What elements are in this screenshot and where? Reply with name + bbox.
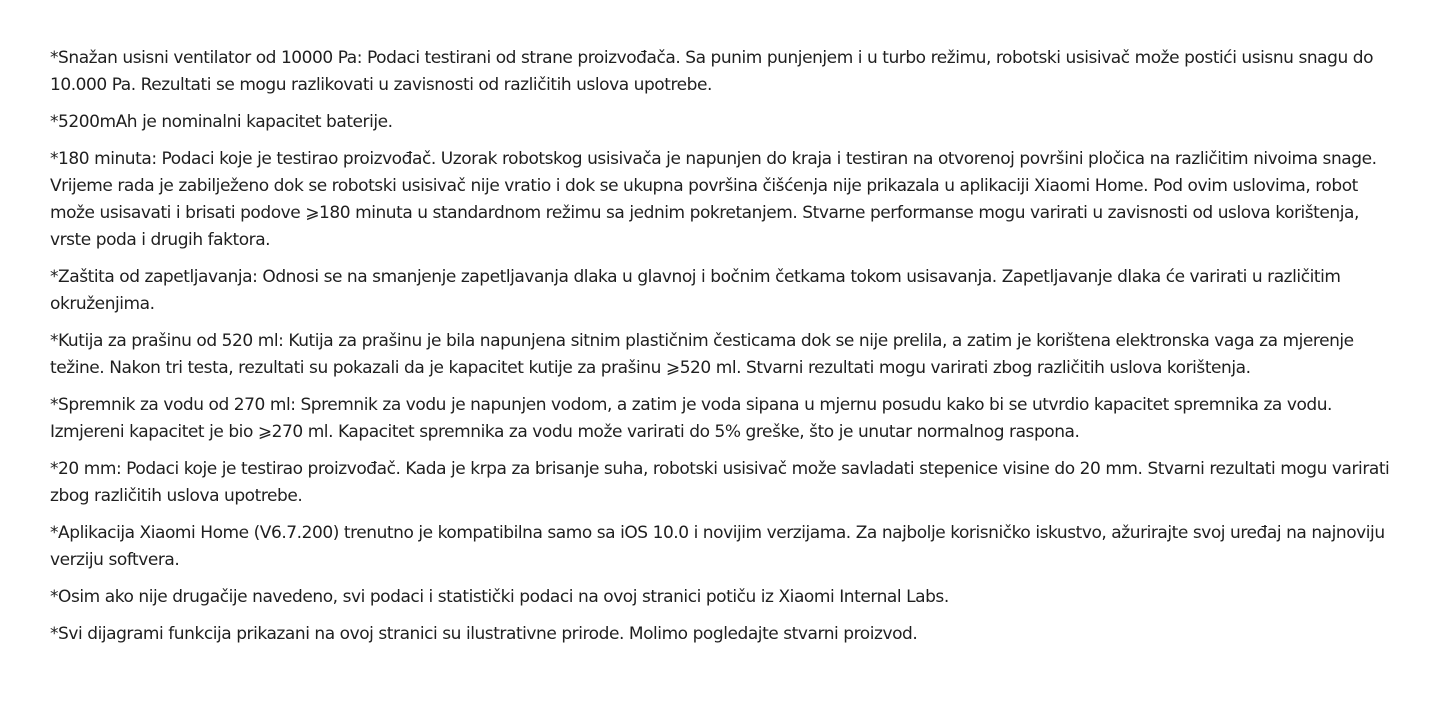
note-water-tank: *Spremnik za vodu od 270 ml: Spremnik za vodu je napunjen vodom, a zatim je voda sipana u mjernu posudu kako bi se utvrdio kapacitet spremnika za vodu. Izmjereni kapacitet je bio ⩾270 ml. Kapacitet spremnika za vodu može varirati do 5% greške, što je unutar normalnog raspona. (50, 395, 1333, 442)
note-climbing-height: *20 mm: Podaci koje je testirao proizvođač. Kada je krpa za brisanje suha, robotski usisivač može savladati stepenice visine do 20 mm. Stvarni rezultati mogu varirati zbog različitih uslova upotrebe. (50, 459, 1390, 506)
disclaimer-list (50, 45, 1395, 658)
note-anti-tangle: *Zaštita od zapetljavanja: Odnosi se na smanjenje zapetljavanja dlaka u glavnoj i bočnim četkama tokom usisavanja. Zapetljavanje dlaka će varirati u različitim okruženjima. (50, 267, 1341, 314)
note-runtime: *180 minuta: Podaci koje je testirao proizvođač. Uzorak robotskog usisivača je napunjen do kraja i testiran na otvorenoj površini pločica na različitim nivoima snage. Vrijeme rada je zabilježeno dok se robotski usisivač nije vratio i dok se ukupna površina čišćenja nije prikazala u aplikaciji Xiaomi Home. Pod ovim uslovima, robot može usisavati i brisati podove ⩾180 minuta u standardnom režimu sa jednim pokretanjem. Stvarne performanse mogu varirati u zavisnosti od uslova korištenja, vrste poda i drugih faktora. (50, 149, 1377, 250)
note-suction-power: *Snažan usisni ventilator od 10000 Pa: Podaci testirani od strane proizvođača. Sa punim punjenjem i u turbo režimu, robotski usisivač može postići usisnu snagu do 10.000 Pa. Rezultati se mogu razlikovati u zavisnosti od različitih uslova upotrebe. (50, 48, 1374, 95)
note-illustrative-diagrams: *Svi dijagrami funkcija prikazani na ovoj stranici su ilustrativne prirode. Molimo pogledajte stvarni proizvod. (50, 624, 918, 644)
note-data-source: *Osim ako nije drugačije navedeno, svi podaci i statistički podaci na ovoj stranici potiču iz Xiaomi Internal Labs. (50, 587, 949, 607)
note-battery-capacity: *5200mAh je nominalni kapacitet baterije. (50, 112, 393, 132)
note-dust-box: *Kutija za prašinu od 520 ml: Kutija za prašinu je bila napunjena sitnim plastičnim česticama dok se nije prelila, a zatim je korištena elektronska vaga za mjerenje težine. Nakon tri testa, rezultati su pokazali da je kapacitet kutije za prašinu ⩾520 ml. Stvarni rezultati mogu varirati zbog različitih uslova korištenja. (50, 331, 1354, 378)
note-app-compatibility: *Aplikacija Xiaomi Home (V6.7.200) trenutno je kompatibilna samo sa iOS 10.0 i novijim verzijama. Za najbolje korisničko iskustvo, ažurirajte svoj uređaj na najnoviju verziju softvera. (50, 523, 1385, 570)
